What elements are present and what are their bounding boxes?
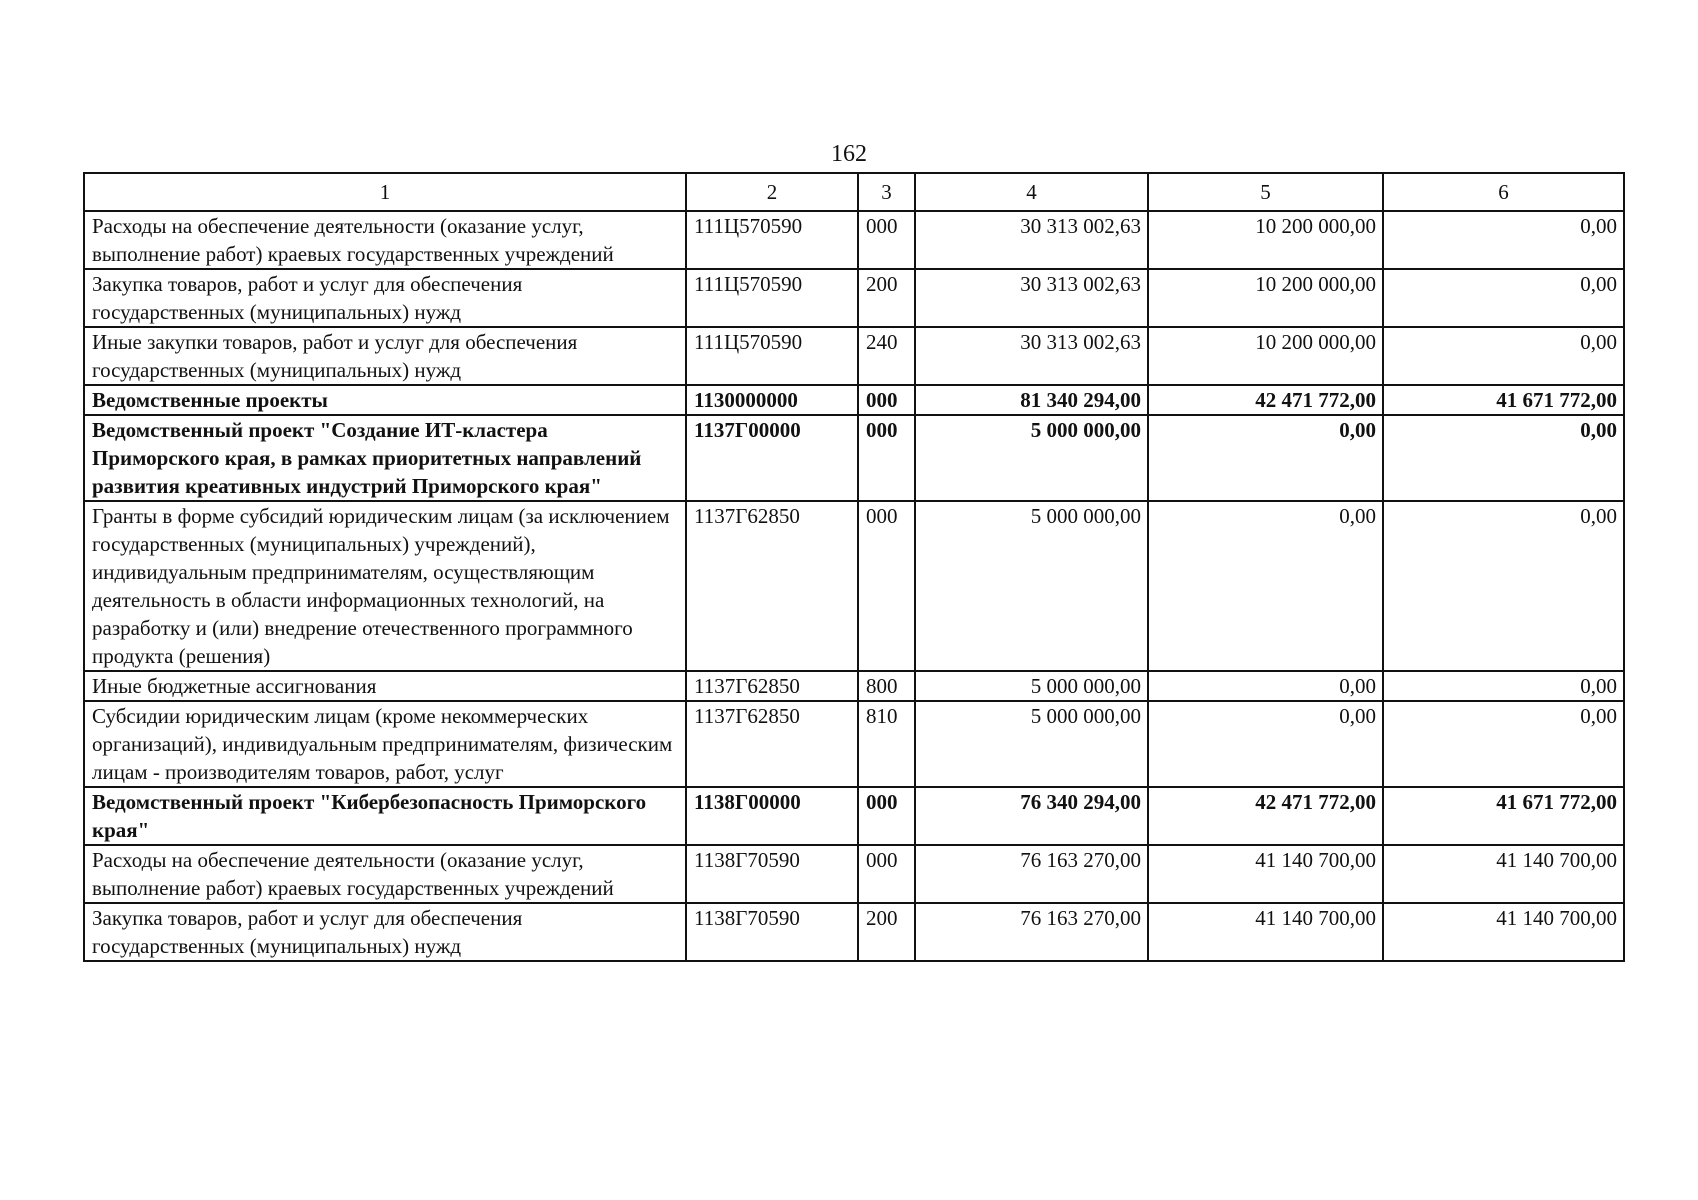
expense-type-cell: 200: [858, 269, 915, 327]
expense-type-cell: 800: [858, 671, 915, 701]
expense-name-cell: Ведомственный проект "Кибербезопасность Приморского края": [84, 787, 686, 845]
column-header-5: 5: [1148, 173, 1383, 211]
expense-type-cell: 810: [858, 701, 915, 787]
table-row: [84, 787, 1624, 845]
table-row: [84, 845, 1624, 903]
expense-name-cell: Расходы на обеспечение деятельности (оказание услуг, выполнение работ) краевых государственных учреждений: [84, 211, 686, 269]
table-row: [84, 671, 1624, 701]
budget-table: [83, 172, 1625, 962]
amount-col5-cell: 42 471 772,00: [1148, 787, 1383, 845]
target-code-cell: 1137Г62850: [686, 501, 858, 671]
amount-col6-cell: 0,00: [1383, 501, 1624, 671]
column-header-6: 6: [1383, 173, 1624, 211]
table-row: [84, 385, 1624, 415]
amount-col5-cell: 10 200 000,00: [1148, 269, 1383, 327]
table-row: [84, 701, 1624, 787]
target-code-cell: 1137Г00000: [686, 415, 858, 501]
amount-col5-cell: 10 200 000,00: [1148, 327, 1383, 385]
amount-col6-cell: 0,00: [1383, 327, 1624, 385]
amount-col6-cell: 41 671 772,00: [1383, 787, 1624, 845]
amount-col6-cell: 41 140 700,00: [1383, 845, 1624, 903]
expense-name-cell: Закупка товаров, работ и услуг для обеспечения государственных (муниципальных) нужд: [84, 269, 686, 327]
amount-col5-cell: 0,00: [1148, 671, 1383, 701]
expense-name-cell: Иные бюджетные ассигнования: [84, 671, 686, 701]
amount-col5-cell: 0,00: [1148, 501, 1383, 671]
amount-col6-cell: 0,00: [1383, 211, 1624, 269]
column-header-2: 2: [686, 173, 858, 211]
target-code-cell: 111Ц570590: [686, 269, 858, 327]
amount-col6-cell: 0,00: [1383, 269, 1624, 327]
expense-type-cell: 000: [858, 501, 915, 671]
amount-col4-cell: 5 000 000,00: [915, 501, 1148, 671]
expense-type-cell: 000: [858, 415, 915, 501]
target-code-cell: 111Ц570590: [686, 211, 858, 269]
amount-col5-cell: 41 140 700,00: [1148, 845, 1383, 903]
table-row: [84, 269, 1624, 327]
expense-name-cell: Ведомственные проекты: [84, 385, 686, 415]
expense-type-cell: 000: [858, 385, 915, 415]
amount-col4-cell: 5 000 000,00: [915, 701, 1148, 787]
table-row: [84, 903, 1624, 961]
amount-col6-cell: 41 140 700,00: [1383, 903, 1624, 961]
amount-col4-cell: 5 000 000,00: [915, 415, 1148, 501]
column-header-3: 3: [858, 173, 915, 211]
expense-type-cell: 000: [858, 787, 915, 845]
amount-col6-cell: 41 671 772,00: [1383, 385, 1624, 415]
expense-type-cell: 200: [858, 903, 915, 961]
amount-col5-cell: 0,00: [1148, 415, 1383, 501]
table-row: [84, 211, 1624, 269]
expense-type-cell: 000: [858, 211, 915, 269]
amount-col6-cell: 0,00: [1383, 671, 1624, 701]
column-header-4: 4: [915, 173, 1148, 211]
table-row: [84, 501, 1624, 671]
amount-col4-cell: 30 313 002,63: [915, 327, 1148, 385]
target-code-cell: 1138Г00000: [686, 787, 858, 845]
target-code-cell: 1138Г70590: [686, 845, 858, 903]
target-code-cell: 1138Г70590: [686, 903, 858, 961]
expense-name-cell: Гранты в форме субсидий юридическим лицам (за исключением государственных (муниципальных) учреждений), индивидуальным предпринимателям, осуществляющим деятельность в области информационных технологий, на разработку и (или) внедрение отечественного программного продукта (решения): [84, 501, 686, 671]
amount-col6-cell: 0,00: [1383, 701, 1624, 787]
amount-col5-cell: 10 200 000,00: [1148, 211, 1383, 269]
amount-col4-cell: 30 313 002,63: [915, 211, 1148, 269]
amount-col4-cell: 81 340 294,00: [915, 385, 1148, 415]
expense-name-cell: Иные закупки товаров, работ и услуг для обеспечения государственных (муниципальных) нужд: [84, 327, 686, 385]
amount-col5-cell: 41 140 700,00: [1148, 903, 1383, 961]
amount-col4-cell: 5 000 000,00: [915, 671, 1148, 701]
target-code-cell: 1137Г62850: [686, 701, 858, 787]
expense-name-cell: Субсидии юридическим лицам (кроме некоммерческих организаций), индивидуальным предпринимателям, физическим лицам - производителям товаров, работ, услуг: [84, 701, 686, 787]
column-header-1: 1: [84, 173, 686, 211]
expense-name-cell: Закупка товаров, работ и услуг для обеспечения государственных (муниципальных) нужд: [84, 903, 686, 961]
page-number: 162: [831, 141, 867, 167]
expense-name-cell: Ведомственный проект "Создание ИТ-кластера Приморского края, в рамках приоритетных направлений развития креативных индустрий Приморского края": [84, 415, 686, 501]
target-code-cell: 1137Г62850: [686, 671, 858, 701]
table-header-row: [84, 173, 1624, 211]
expense-type-cell: 000: [858, 845, 915, 903]
table-row: [84, 327, 1624, 385]
target-code-cell: 1130000000: [686, 385, 858, 415]
amount-col4-cell: 76 340 294,00: [915, 787, 1148, 845]
expense-name-cell: Расходы на обеспечение деятельности (оказание услуг, выполнение работ) краевых государственных учреждений: [84, 845, 686, 903]
expense-type-cell: 240: [858, 327, 915, 385]
amount-col4-cell: 30 313 002,63: [915, 269, 1148, 327]
amount-col4-cell: 76 163 270,00: [915, 845, 1148, 903]
amount-col5-cell: 0,00: [1148, 701, 1383, 787]
amount-col5-cell: 42 471 772,00: [1148, 385, 1383, 415]
target-code-cell: 111Ц570590: [686, 327, 858, 385]
table-row: [84, 415, 1624, 501]
amount-col4-cell: 76 163 270,00: [915, 903, 1148, 961]
amount-col6-cell: 0,00: [1383, 415, 1624, 501]
